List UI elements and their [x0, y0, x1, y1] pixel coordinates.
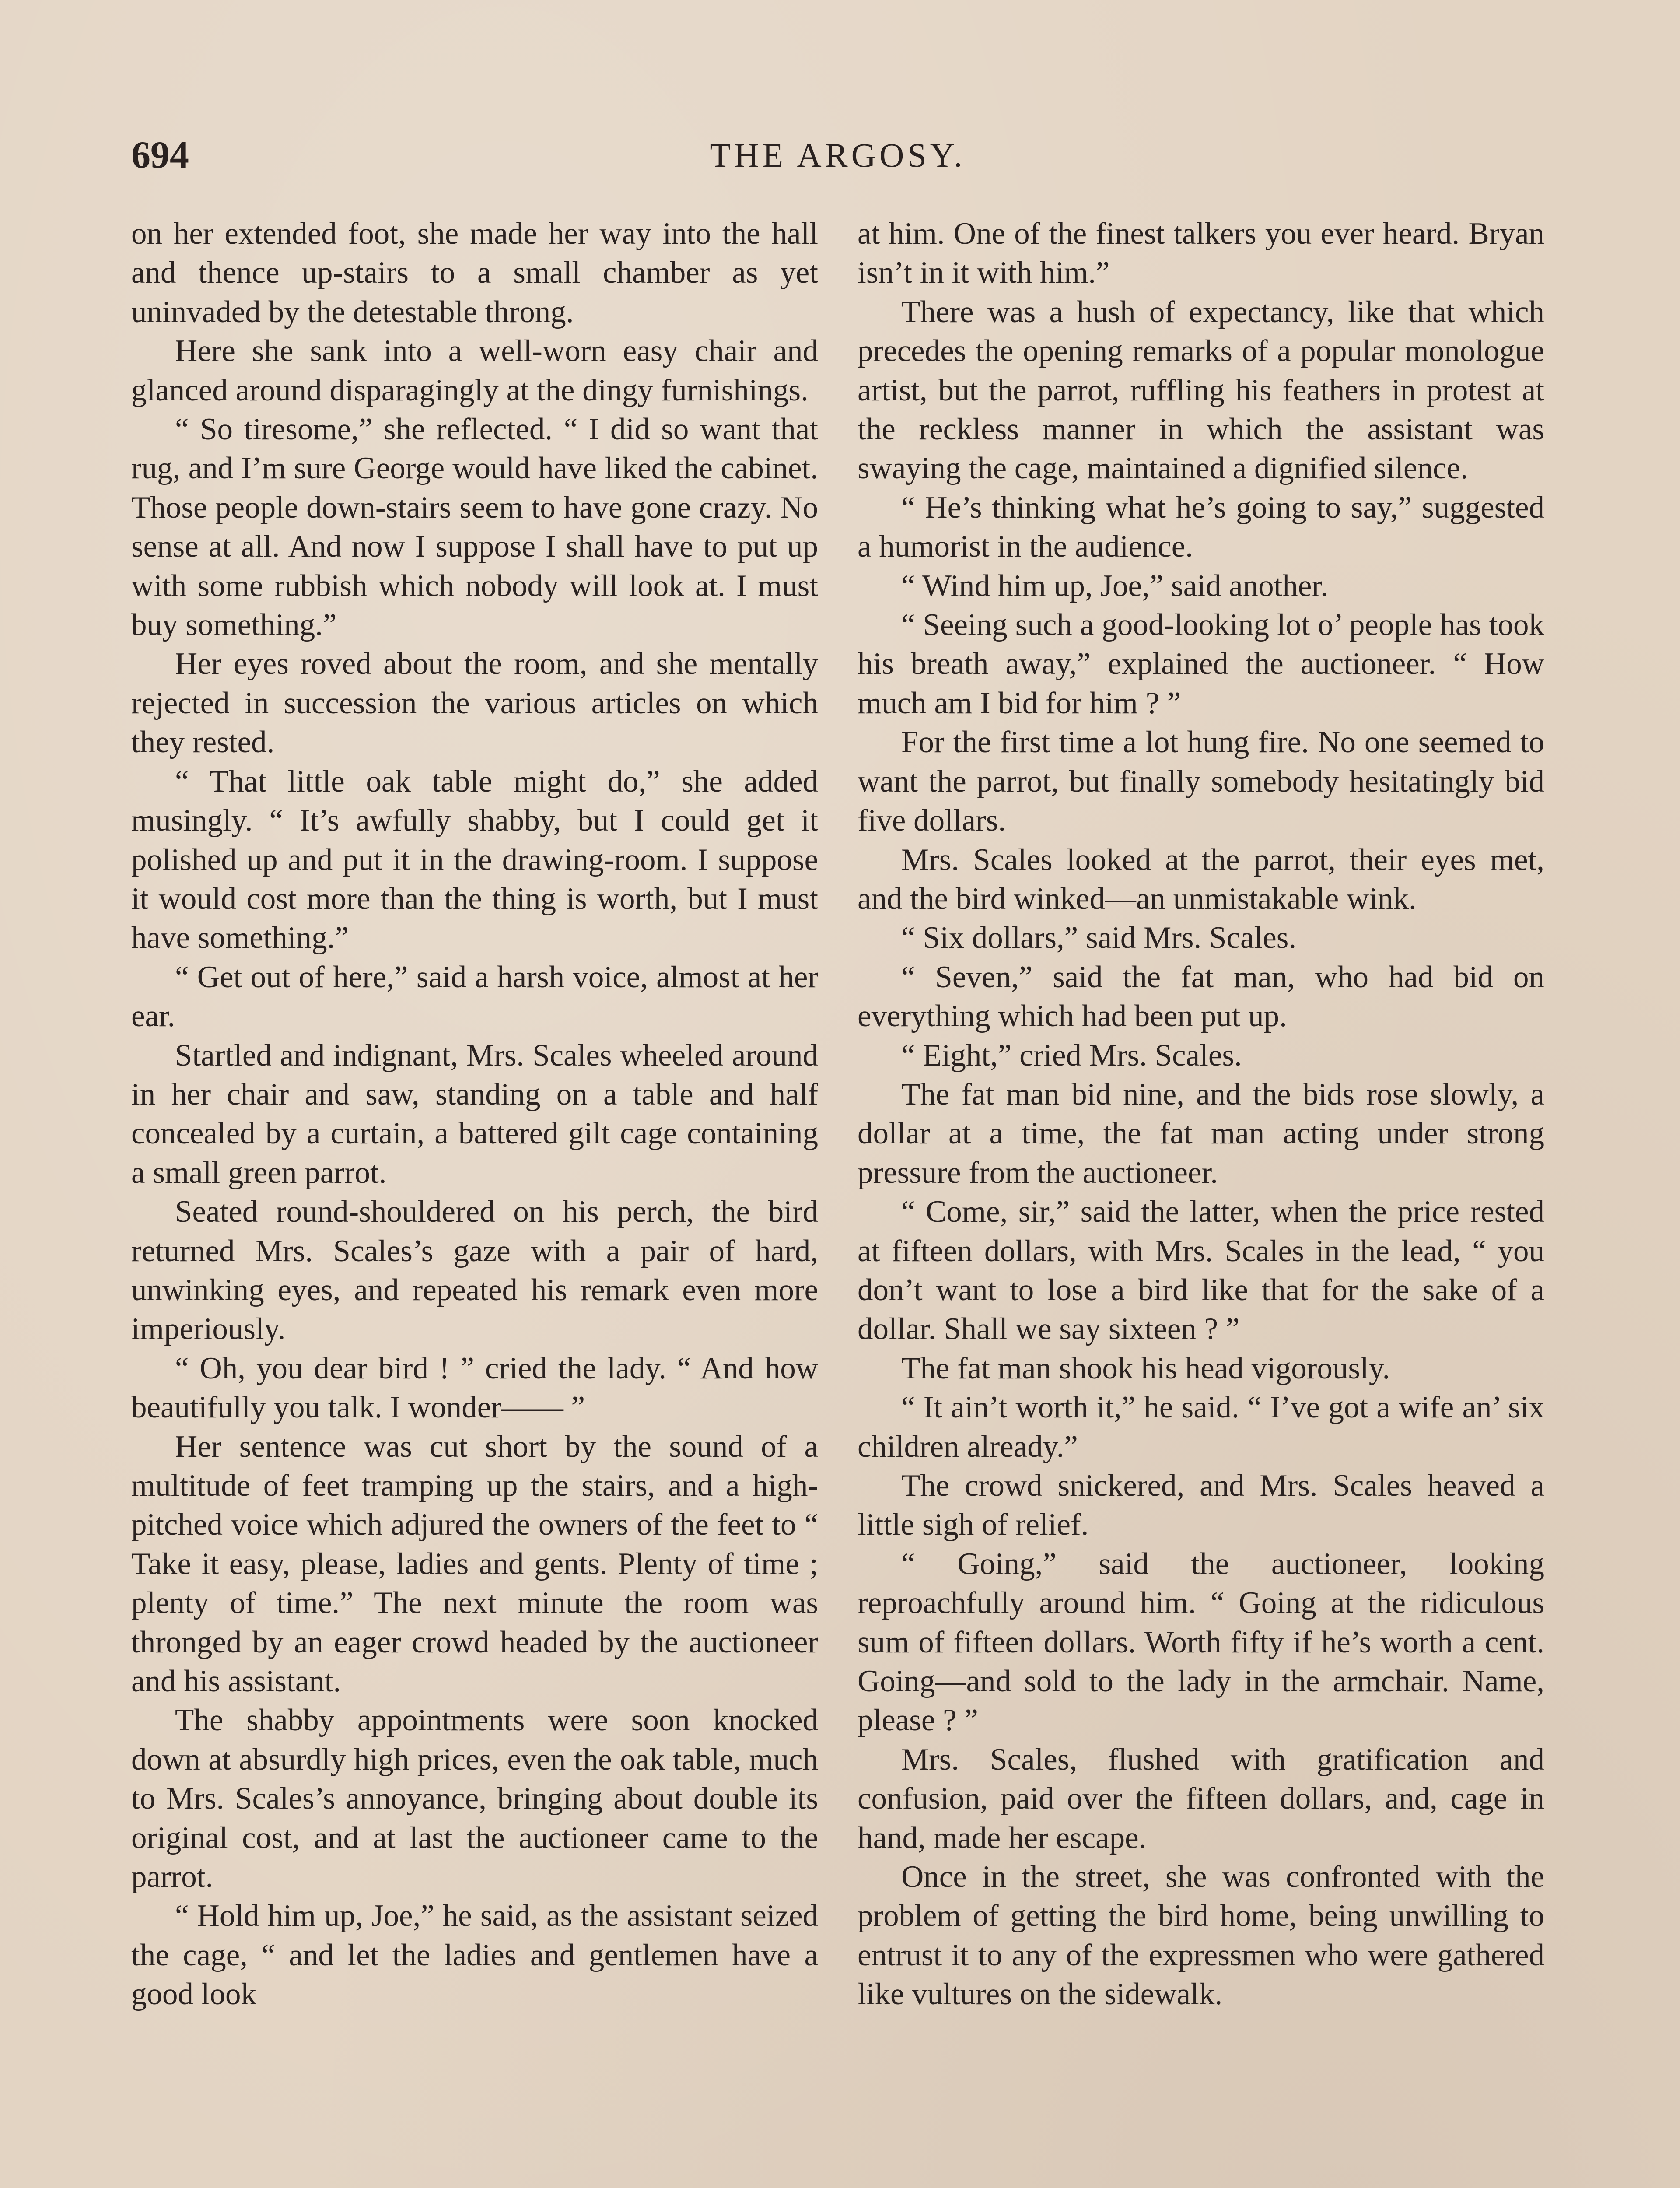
paragraph: “ Going,” said the auctioneer, looking reproachfully around him. “ Going at the ridiculous sum of fifteen dollars. Worth fifty if he’s worth a cent. Going—and sold to the lady in the armchair. Name, please ? ”: [858, 1546, 1544, 1738]
paragraph: The fat man bid nine, and the bids rose slowly, a dollar at a time, the fat man acting under strong pressure from the auctioneer.: [858, 1077, 1544, 1190]
page-number: 694: [131, 134, 189, 176]
paragraph: on her extended foot, she made her way into the hall and thence up-stairs to a small chamber as yet uninvaded by the detestable throng.: [131, 217, 818, 329]
paragraph: “ Come, sir,” said the latter, when the price rested at fifteen dollars, with Mrs. Scales in the lead, “ you don’t want to lose a bird like that for the sake of a dollar. Shall we say sixteen ? ”: [858, 1195, 1544, 1346]
paragraph: Once in the street, she was confronted with the problem of getting the bird home, being unwilling to entrust it to any of the expressmen who were gathered like vultures on the sidewalk.: [858, 1860, 1544, 2012]
paragraph: “ So tiresome,” she reflected. “ I did so want that rug, and I’m sure George would have liked the cabinet. Those people down-stairs seem to have gone crazy. No sense at all. And now I suppose I shall have to put up with some rubbish which nobody will look at. I must buy something.”: [131, 412, 818, 642]
paragraph: There was a hush of expectancy, like that which precedes the opening remarks of a popular monologue artist, but the parrot, ruffling his feathers in protest at the reckless manner in which the assistant was swaying the cage, maintained a dignified silence.: [858, 295, 1544, 486]
paragraph: “ Get out of here,” said a harsh voice, almost at her ear.: [131, 960, 818, 1034]
paragraph: The fat man shook his head vigorously.: [901, 1351, 1390, 1385]
paragraph: Mrs. Scales, flushed with gratification and confusion, paid over the fifteen dollars, and, cage in hand, made her escape.: [858, 1742, 1544, 1855]
paragraph: “ He’s thinking what he’s going to say,” suggested a humorist in the audience.: [858, 490, 1544, 564]
paragraph: “ That little oak table might do,” she added musingly. “ It’s awfully shabby, but I could get it polished up and put it in the drawing-room. I suppose it would cost more than the thing is worth, but I must have something.”: [131, 764, 818, 955]
paragraph: The shabby appointments were soon knocked down at absurdly high prices, even the oak table, much to Mrs. Scales’s annoyance, bringing about double its original cost, and at last the auctioneer came to the parrot.: [131, 1703, 818, 1894]
paragraph: “ It ain’t worth it,” he said. “ I’ve got a wife an’ six children already.”: [858, 1390, 1544, 1464]
paragraph: “ Seven,” said the fat man, who had bid on everything which had been put up.: [858, 960, 1544, 1034]
paragraph: “ Eight,” cried Mrs. Scales.: [901, 1038, 1242, 1073]
paragraph: “ Wind him up, Joe,” said another.: [901, 568, 1328, 603]
paragraph: For the first time a lot hung fire. No one seemed to want the parrot, but finally somebody hesitatingly bid five dollars.: [858, 725, 1544, 838]
running-title: THE ARGOSY.: [710, 136, 966, 174]
right-column: [858, 214, 1544, 2188]
paragraph: Here she sank into a well-worn easy chair and glanced around disparagingly at the dingy furnishings.: [131, 334, 818, 407]
paragraph: The crowd snickered, and Mrs. Scales heaved a little sigh of relief.: [858, 1469, 1544, 1542]
left-column: [131, 214, 818, 2188]
paragraph: Seated round-shouldered on his perch, the bird returned Mrs. Scales’s gaze with a pair of hard, unwinking eyes, and repeated his remark even more imperiously.: [131, 1195, 818, 1346]
paragraph: at him. One of the finest talkers you ever heard. Bryan isn’t in it with him.”: [858, 217, 1544, 290]
paragraph: Her eyes roved about the room, and she mentally rejected in succession the various articles on which they rested.: [131, 647, 818, 760]
paragraph: Her sentence was cut short by the sound of a multitude of feet tramping up the stairs, and a high-pitched voice which adjured the owners of the feet to “ Take it easy, please, ladies and gents. Plenty of time ; plenty of time.” The next minute the room was thronged by an eager crowd headed by the auctioneer and his assistant.: [131, 1429, 818, 1699]
paragraph: “ Oh, you dear bird ! ” cried the lady. “ And how beautifully you talk. I wonder—— ”: [131, 1351, 818, 1425]
paragraph: “ Hold him up, Joe,” he said, as the assistant seized the cage, “ and let the ladies and gentlemen have a good look: [131, 1899, 818, 2012]
text-columns: [131, 214, 1544, 2188]
page-header: [131, 131, 1544, 179]
paragraph: “ Six dollars,” said Mrs. Scales.: [901, 921, 1297, 955]
paragraph: Startled and indignant, Mrs. Scales wheeled around in her chair and saw, standing on a table and half concealed by a curtain, a battered gilt cage containing a small green parrot.: [131, 1038, 818, 1190]
paragraph: “ Seeing such a good-looking lot o’ people has took his breath away,” explained the auctioneer. “ How much am I bid for him ? ”: [858, 608, 1544, 720]
paragraph: Mrs. Scales looked at the parrot, their eyes met, and the bird winked—an unmistakable wink.: [858, 842, 1544, 916]
